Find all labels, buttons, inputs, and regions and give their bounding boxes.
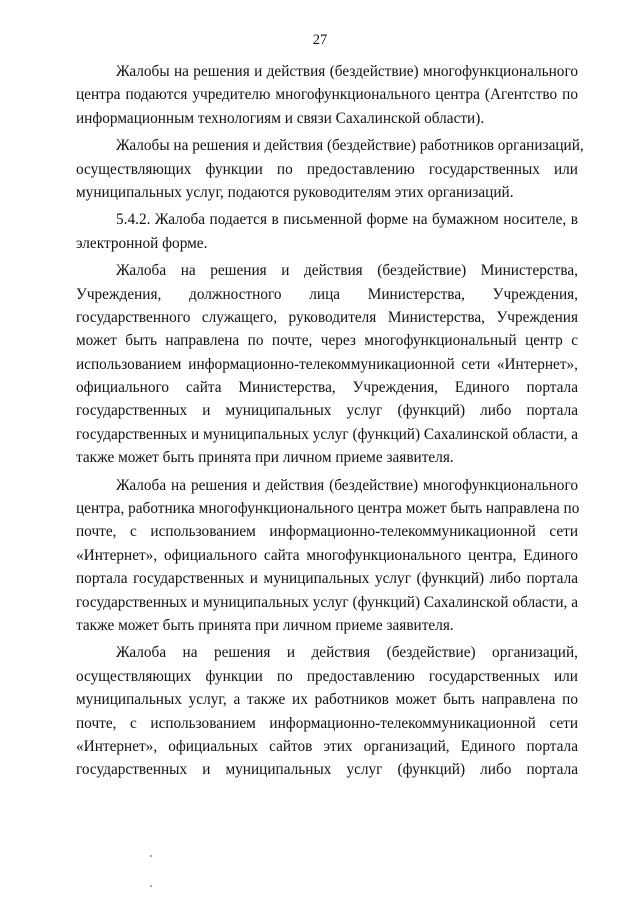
text-line: может быть направлена по почте, через многофункциональный центр с — [76, 332, 578, 350]
text-line: Жалоба на решения и действия (бездействие) Министерства, — [116, 262, 578, 280]
text-line: государственного служащего, руководителя Министерства, Учреждения — [76, 308, 578, 326]
text-line: почте, с использованием информационно-телекоммуникационной сети — [76, 714, 578, 732]
paragraph-ministry-complaint-channels — [76, 259, 578, 470]
text-line: центра, работника многофункционального центра может быть направлена по — [76, 500, 580, 518]
text-line: 5.4.2. Жалоба подается в письменной форме на бумажном носителе, в — [116, 211, 578, 229]
text-line: Жалобы на решения и действия (бездействие) работников организаций, — [116, 137, 584, 155]
text-line: государственных и муниципальных услуг (функций) либо портала — [76, 402, 578, 420]
text-line: Учреждения, должностного лица Министерства, Учреждения, — [76, 285, 578, 303]
page-number: 27 — [312, 32, 328, 48]
text-line: государственных и муниципальных услуг (функций) либо портала — [76, 761, 578, 779]
text-line: центра подаются учредителю многофункционального центра (Агентство по — [76, 86, 578, 104]
text-line: почте, с использованием информационно-телекоммуникационной сети — [76, 523, 578, 541]
text-line: также может быть принята при личном приеме заявителя. — [76, 616, 454, 634]
text-line: официального сайта Министерства, Учреждения, Единого портала — [76, 379, 578, 397]
text-line: осуществляющих функции по предоставлению государственных или — [76, 160, 578, 178]
text-line: информационным технологиям и связи Сахалинской области). — [76, 109, 485, 127]
scan-speck — [150, 885, 152, 887]
text-line: муниципальных услуг, а также их работников может быть направлена по — [76, 691, 578, 709]
paragraph-complaints-organizations — [76, 134, 584, 204]
text-line: портала государственных и муниципальных услуг (функций) либо портала — [76, 570, 578, 588]
text-line: использованием информационно-телекоммуникационной сети «Интернет», — [76, 355, 578, 373]
text-line: Жалобы на решения и действия (бездействие) многофункционального — [116, 63, 578, 80]
paragraph-complaints-mfc — [76, 60, 578, 130]
text-line: «Интернет», официального сайта многофункционального центра, Единого — [76, 546, 578, 564]
text-line: Жалоба на решения и действия (бездействие) организаций, — [116, 644, 578, 662]
document-body — [76, 60, 584, 786]
text-line: также может быть принята при личном приеме заявителя. — [76, 449, 454, 467]
text-line: «Интернет», официальных сайтов этих организаций, Единого портала — [76, 737, 578, 755]
paragraph-mfc-complaint-channels — [76, 474, 578, 638]
paragraph-section-5-4-2 — [76, 208, 578, 255]
text-line: осуществляющих функции по предоставлению государственных или — [76, 667, 578, 685]
scan-speck — [150, 855, 152, 857]
text-line: муниципальных услуг, подаются руководителям этих организаций. — [76, 183, 514, 201]
paragraph-organization-complaint-channels — [76, 641, 578, 781]
text-line: Жалоба на решения и действия (бездействие) многофункционального — [116, 476, 578, 494]
text-line: государственных и муниципальных услуг (функций) Сахалинской области, а — [76, 425, 578, 443]
text-line: государственных и муниципальных услуг (функций) Сахалинской области, а — [76, 593, 578, 611]
text-line: электронной форме. — [76, 234, 208, 252]
